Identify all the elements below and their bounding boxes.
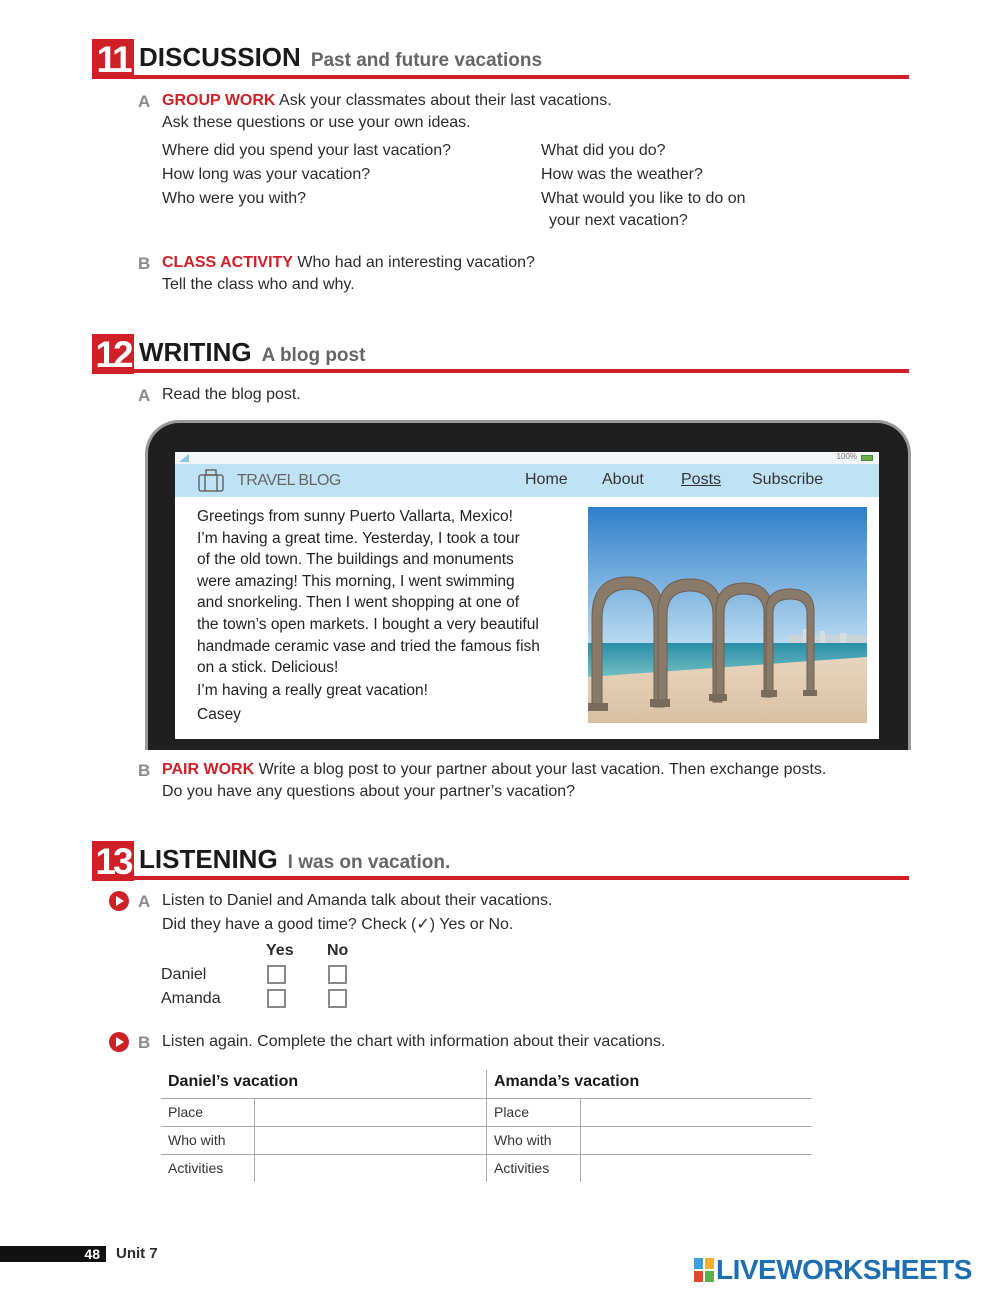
- nav-home[interactable]: Home: [525, 471, 568, 488]
- section-13-a-line1: Listen to Daniel and Amanda talk about their vacations.: [162, 892, 553, 909]
- battery-icon: [861, 455, 873, 461]
- section-11-number: 11: [92, 39, 134, 79]
- section-11-a-letter: A: [138, 92, 151, 111]
- section-13-a-letter: A: [138, 892, 151, 911]
- amanda-no-checkbox[interactable]: [328, 989, 347, 1008]
- nav-about[interactable]: About: [602, 471, 644, 488]
- suitcase-icon: [197, 469, 225, 493]
- arches-illustration: [588, 507, 867, 723]
- amanda-vacation-header: Amanda’s vacation: [493, 1072, 640, 1090]
- section-12-b-letter: B: [138, 761, 151, 780]
- section-11-rule: [134, 75, 909, 79]
- question-left-2: How long was your vacation?: [162, 166, 371, 183]
- section-11-b-instruction: [162, 254, 535, 272]
- section-13-number: 13: [92, 841, 134, 881]
- section-11-a-line1: Ask your classmates about their last vacations.: [279, 92, 612, 109]
- blog-line: and snorkeling. Then I went shopping at one of: [197, 594, 519, 612]
- daniel-place-input[interactable]: [255, 1098, 487, 1126]
- page-number-bar: [0, 1246, 106, 1262]
- question-left-1: Where did you spend your last vacation?: [162, 142, 452, 159]
- blog-line: I’m having a great time. Yesterday, I took a tour: [197, 529, 520, 547]
- amanda-yes-checkbox[interactable]: [267, 989, 286, 1008]
- section-12-title: [139, 337, 365, 368]
- section-12-rule: [134, 369, 909, 373]
- blog-signature: Casey: [197, 706, 241, 724]
- daniel-no-checkbox[interactable]: [328, 965, 347, 984]
- blog-line: Greetings from sunny Puerto Vallarta, Mexico!: [197, 508, 513, 525]
- question-left-3: Who were you with?: [162, 190, 307, 207]
- daniel-vacation-header: Daniel’s vacation: [161, 1070, 486, 1098]
- amanda-activities-label: Activities: [486, 1154, 580, 1182]
- section-13-rule: [134, 876, 909, 880]
- section-11-a-line2: Ask these questions or use your own ideas.: [162, 114, 471, 131]
- blog-post-text: [197, 508, 540, 728]
- audio-play-icon[interactable]: [109, 1032, 129, 1052]
- amanda-who-with-input[interactable]: [580, 1126, 812, 1154]
- daniel-yes-checkbox[interactable]: [267, 965, 286, 984]
- section-13-a-line2: Did they have a good time? Check (✓) Yes or No.: [162, 916, 514, 933]
- section-11-title: [139, 42, 542, 73]
- section-11-b-line2: Tell the class who and why.: [162, 276, 355, 293]
- amanda-who-with-label: Who with: [486, 1126, 580, 1154]
- yes-label: Yes: [266, 942, 294, 959]
- page-number: 48: [84, 1246, 100, 1262]
- table-row: [161, 1098, 812, 1126]
- blog-nav-bar: [175, 464, 879, 497]
- nav-subscribe[interactable]: Subscribe: [752, 471, 824, 488]
- section-12-a-instruction: Read the blog post.: [162, 386, 301, 403]
- section-12-heading: WRITING: [139, 337, 252, 367]
- section-12-b-line1: Write a blog post to your partner about your last vacation. Then exchange posts.: [258, 761, 827, 778]
- liveworksheets-brand[interactable]: LIVEWORKSHEETS: [716, 1254, 972, 1285]
- section-12-b-instruction: [162, 761, 826, 779]
- daniel-activities-label: Activities: [161, 1154, 255, 1182]
- battery-percent: 100%: [836, 452, 857, 461]
- no-label: No: [327, 942, 349, 959]
- liveworksheets-logo-icon: [694, 1258, 714, 1282]
- section-13-b-letter: B: [138, 1033, 151, 1052]
- amanda-place-label: Place: [486, 1098, 580, 1126]
- amanda-place-input[interactable]: [580, 1098, 812, 1126]
- unit-label: Unit 7: [116, 1245, 158, 1262]
- question-right-3-cont: your next vacation?: [549, 212, 688, 229]
- daniel-place-label: Place: [161, 1098, 255, 1126]
- amanda-activities-input[interactable]: [580, 1154, 812, 1182]
- status-bar: [175, 452, 879, 464]
- blog-title: TRAVEL BLOG: [237, 472, 341, 489]
- blog-line: on a stick. Delicious!: [197, 659, 339, 677]
- question-right-3: What would you like to do on: [541, 190, 746, 207]
- table-row: [161, 1126, 812, 1154]
- vacation-chart: [161, 1070, 812, 1182]
- blog-line: of the old town. The buildings and monuments: [197, 551, 514, 569]
- table-row: [161, 1154, 812, 1182]
- section-11-heading: DISCUSSION: [139, 42, 301, 72]
- person-daniel: Daniel: [161, 966, 207, 983]
- section-11-subtitle: Past and future vacations: [310, 50, 543, 71]
- blog-photo-arches: [588, 507, 867, 723]
- person-amanda: Amanda: [161, 990, 221, 1007]
- section-11-b-line1: Who had an interesting vacation?: [297, 254, 535, 271]
- daniel-who-with-input[interactable]: [255, 1126, 487, 1154]
- section-11-a-instruction: [162, 92, 612, 110]
- blog-line: were amazing! This morning, I went swimming: [197, 572, 515, 590]
- chart-header-row: [161, 1070, 812, 1098]
- daniel-who-with-label: Who with: [161, 1126, 255, 1154]
- blog-line: the town’s open markets. I bought a very beautiful: [197, 615, 539, 633]
- section-12-a-letter: A: [138, 386, 151, 405]
- nav-posts[interactable]: Posts: [681, 471, 722, 488]
- section-13-title: [139, 844, 450, 875]
- audio-play-icon[interactable]: [109, 891, 129, 911]
- group-work-tag: GROUP WORK: [162, 92, 276, 109]
- section-13-heading: LISTENING: [139, 844, 278, 874]
- pair-work-tag: PAIR WORK: [162, 761, 255, 778]
- signal-icon: [179, 454, 189, 462]
- class-activity-tag: CLASS ACTIVITY: [162, 254, 293, 271]
- daniel-activities-input[interactable]: [255, 1154, 487, 1182]
- section-12-number: 12: [92, 334, 134, 374]
- section-12-b-line2: Do you have any questions about your partner’s vacation?: [162, 783, 576, 800]
- section-12-subtitle: A blog post: [261, 345, 366, 366]
- question-right-2: How was the weather?: [541, 166, 703, 183]
- blog-line: I’m having a really great vacation!: [197, 682, 428, 700]
- section-11-b-letter: B: [138, 254, 151, 273]
- section-13-b-instruction: Listen again. Complete the chart with information about their vacations.: [162, 1033, 666, 1050]
- question-right-1: What did you do?: [541, 142, 666, 159]
- section-13-subtitle: I was on vacation.: [287, 852, 451, 873]
- blog-line: handmade ceramic vase and tried the famous fish: [197, 637, 540, 655]
